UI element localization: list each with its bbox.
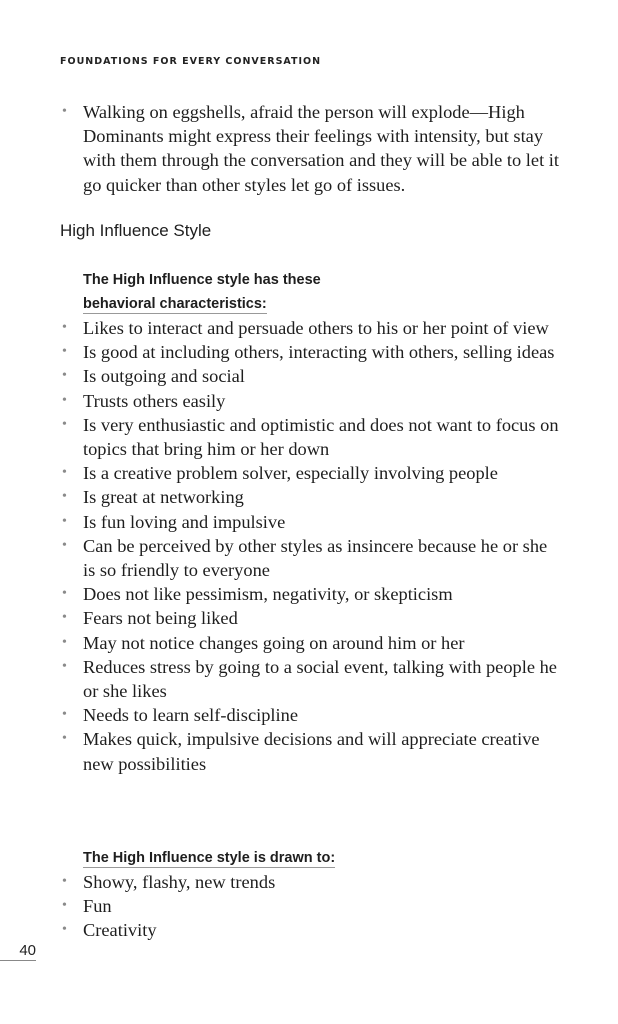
bullet-icon: • <box>62 465 67 481</box>
bullet-icon: • <box>62 874 67 889</box>
bullet-icon: • <box>62 707 67 723</box>
bullet-icon: • <box>62 898 67 914</box>
list-item: • Is a creative problem solver, especially involving people <box>0 461 618 485</box>
bullet-icon: • <box>62 731 67 747</box>
running-head: FOUNDATIONS FOR EVERY CONVERSATION <box>60 56 322 67</box>
list-item: • Can be perceived by other styles as insincere because he or she is so friendly to everyone <box>62 535 548 581</box>
bullet-icon: • <box>62 658 67 674</box>
intro-bullet-list <box>0 100 618 197</box>
list-item: • Needs to learn self-discipline <box>0 703 618 727</box>
characteristics-heading-line2: behavioral characteristics: <box>83 296 267 312</box>
list-item: • Makes quick, impulsive decisions and will appreciate creative new possibilities <box>62 729 540 774</box>
list-item: • Creativity <box>0 918 618 942</box>
list-item: • Likes to interact and persuade others to his or her point of view <box>0 316 618 340</box>
list-item: • Fun <box>0 894 618 918</box>
bullet-icon: • <box>62 610 67 626</box>
characteristics-heading-line1: The High Influence style has these <box>83 272 321 288</box>
list-item: • Is very enthusiastic and optimistic and does not want to focus on topics that bring him or her down <box>62 414 559 460</box>
bullet-icon: • <box>62 344 67 360</box>
list-item: • Showy, flashy, new trends <box>0 870 618 894</box>
list-item: • Trusts others easily <box>0 389 618 413</box>
bullet-icon: • <box>62 922 67 938</box>
drawn-to-list <box>0 870 618 943</box>
bullet-icon: • <box>62 320 67 335</box>
bullet-icon: • <box>62 586 67 602</box>
bullet-icon: • <box>62 634 67 650</box>
section-heading: High Influence Style <box>60 221 212 240</box>
bullet-icon: • <box>62 368 67 384</box>
list-item: • Does not like pessimism, negativity, or skepticism <box>0 582 618 606</box>
bullet-icon: • <box>62 392 67 408</box>
list-item: • Walking on eggshells, afraid the person will explode—High Dominants might express their feelings with intensity, but stay with them through the conversation and they will be able to let it go quicker than other styles let go of issues. <box>62 102 560 195</box>
list-item: • Is outgoing and social <box>0 364 618 388</box>
page-number: 40 <box>0 942 36 961</box>
bullet-icon: • <box>62 489 67 505</box>
list-item: • Reduces stress by going to a social event, talking with people he or she likes <box>62 656 557 702</box>
characteristics-heading <box>83 268 321 316</box>
bullet-icon: • <box>62 513 67 529</box>
list-item: • May not notice changes going on around him or her <box>0 631 618 655</box>
list-item: • Is great at networking <box>0 485 618 509</box>
bullet-icon: • <box>62 537 67 553</box>
list-item: • Fears not being liked <box>0 606 618 630</box>
list-item: • Is fun loving and impulsive <box>0 510 618 534</box>
bullet-icon: • <box>62 104 67 119</box>
drawn-to-heading: The High Influence style is drawn to: <box>83 850 336 866</box>
characteristics-list <box>0 316 618 776</box>
list-item: • Is good at including others, interacting with others, selling ideas <box>0 340 618 364</box>
bullet-icon: • <box>62 416 67 432</box>
